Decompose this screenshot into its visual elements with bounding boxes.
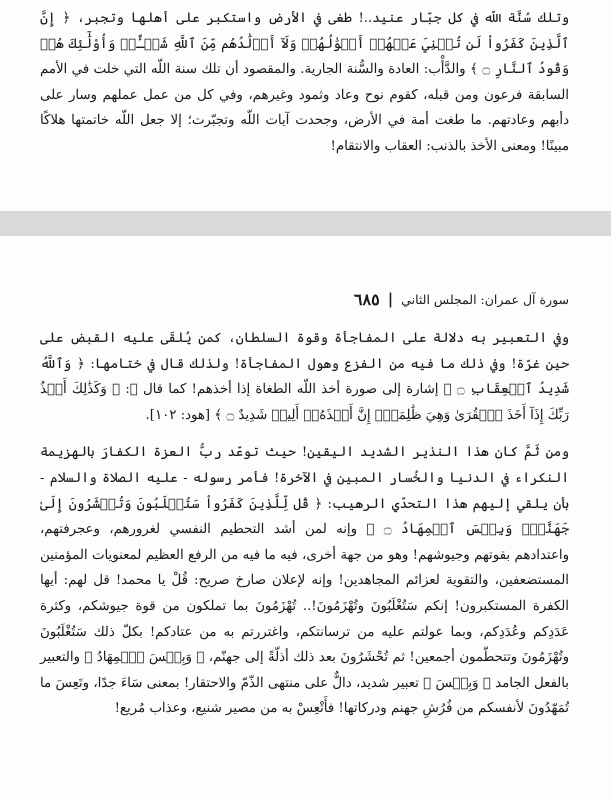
top-page [0,0,611,211]
page-header [40,288,569,310]
bottom-page [0,236,611,800]
paragraph-1: وفي التعبير به دلالة على المفاجأة وقوة السلطان، كمن يُلقَى عليه القبض على حين غرّة! وفي ذلك ما فيه من الفزع وهول المفاجأة! ولذلك قال في ختامها: ﴿ وَٱللَّهُ شَدِيدُ ٱلۡعِقَابِ ۝ ﴾ إشارة إلى صورة أخذ اللّه الطغاة إذا أخذهم! كما قال ﷺ: ﴿ وَكَذَٰلِكَ أَخۡذُ رَبِّكَ إِذَآ أَخَذَ ٱلۡقُرَىٰ وَهِيَ ظَٰلِمَةٌۚ إِنَّ أَخۡذَهُۥٓ أَلِيمٞ شَدِيدٌ ۝ ﴾ [هود: ١٠٢]. [40,331,569,423]
page-number: ٦٨٥ [353,289,380,309]
chapter-title: سورة آل عمران: المجلس الثاني [401,291,569,307]
paragraph-2: ومن ثَمَّ كان هذا النذير الشديد اليقين! حيث توعّد ربُّ العزة الكفارَ بالهزيمة النكراء في الدنيا والخُسار المبين في الآخرة! فأمر رسوله - عليه الصلاة والسلام - بأن يلقي إليهم هذا التحدّي الرهيب: ﴿ قُل لِّلَّذِينَ كَفَرُواْ سَتُغۡلَبُونَ وَتُحۡشَرُونَ إِلَىٰ جَهَنَّمَۖ وَبِئۡسَ ٱلۡمِهَادُ ۝ ﴾ وإنه لمن أشد التحطيم النفسي لغرورهم، وعجرفتهم، واعتدادهم بقوتهم وجيوشهم! وهو من جهة أخرى، فيه ما فيه من الرفع العظيم لمعنويات المؤمنين المستضعفين، والتقوية لعزائم المجاهدين! وإنه لإعلان صارخ صريح: قُلْ يا محمد! قل لهم: أيها الكفرة المستكبرون! إنكم سَتُغْلَبُونَ وتُهْزَمُونَ!.. تُهْزَمُونَ بما تملكون من قوة جيوشكم، وكثرة عَدَدِكم وعُدَدِكم، وبما عولتم عليه من ترسانتكم، واغتررتم به من عتادكم! بكلّ ذلك سَتُغْلَبُونَ وتُهْزَمُونَ وتتحطّمون أجمعين! ثم تُحْشَرُونَ بعد ذلك أذلّةً إلى جهنّم، ﴿ وَبِئۡسَ ٱلۡمِهَادُ ﴾ والتعبير بالفعل الجامد ﴿ وَبِئۡسَ ﴾ تعبير شديد، دالٌّ على منتهى الذّمّ والاحتقار! بمعنى سَاءَ جدًا، وتَعِسَ ما تُمَهّدُونَ لأنفسكم من فُرُشِ جهنم ودركاتها! فأَتْعِسْ به من مصير شنيع، وعذاب مُريع! [40,445,570,717]
header-separator: | [387,290,394,308]
paragraph-gap [40,428,569,440]
top-paragraph: وتلك سُنَّة اللّه في كل جبّار عنيد..! طغى في الأرض واستكبر على أهلها وتجبر، ﴿ إِنَّ ٱلَّذِينَ كَفَرُواْ لَن تُغۡنِيَ عَنۡهُمۡ أَمۡوَٰلُهُمۡ وَلَآ أَوۡلَٰدُهُم مِّنَ ٱللَّهِ شَيۡـًٔاۖ وَأُوْلَٰٓئِكَ هُمۡ وَقُودُ ٱلنَّارِ ۝ ﴾ والدَّأْب: العادة والسُّنة الجارية. والمقصود أن تلك سنة اللّه التي خلت في الأمم السابقة فرعون ومن قبله، كقوم نوح وعاد وثمود وغيرهم، وفي كل من عمل عملهم وسار على دأبهم وعادتهم. ما طغت أمة في الأرض، وجحدت آيات اللّه وتجبّرت؛ إلا جعل اللّه خاتمتها هلاكًا مبينًا! ومعنى الأخذ بالذنب: العقاب والانتقام! [40,11,569,154]
page-content [40,326,569,722]
